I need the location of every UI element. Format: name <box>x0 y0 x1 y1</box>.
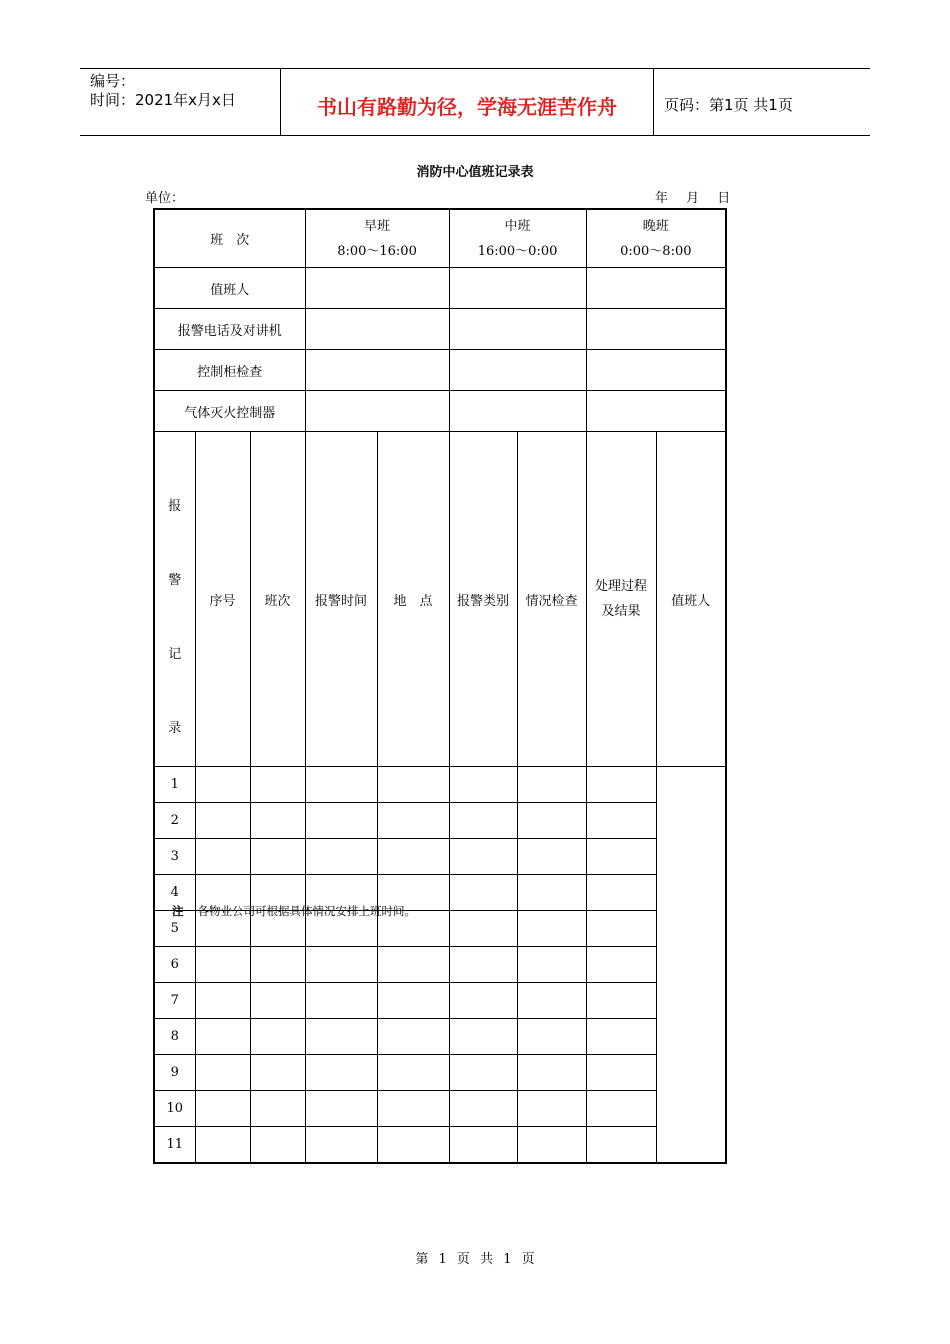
check-cell[interactable] <box>449 268 586 309</box>
check-cell[interactable] <box>586 309 726 350</box>
shift-time: 8:00～16:00 <box>337 243 417 259</box>
alarm-row-number: 4 <box>154 875 195 911</box>
shift-night-cell <box>586 209 726 268</box>
check-label: 气体灭火控制器 <box>154 391 305 432</box>
alarm-cell[interactable] <box>377 839 449 875</box>
alarm-section-char: 记 <box>168 647 182 662</box>
alarm-cell[interactable] <box>250 1019 305 1055</box>
col-header: 地 点 <box>377 432 449 767</box>
form-title: 消防中心值班记录表 <box>416 165 534 180</box>
check-row <box>154 268 726 309</box>
shift-time: 0:00～8:00 <box>620 243 692 259</box>
alarm-cell[interactable] <box>195 1055 250 1091</box>
document-header <box>80 68 870 136</box>
alarm-row <box>154 947 726 983</box>
shift-header-cell: 班 次 <box>154 209 305 268</box>
alarm-cell[interactable] <box>517 1019 586 1055</box>
alarm-cell[interactable] <box>449 839 517 875</box>
alarm-cell[interactable] <box>305 947 377 983</box>
alarm-cell[interactable] <box>517 875 586 911</box>
check-row <box>154 391 726 432</box>
check-row <box>154 309 726 350</box>
alarm-row-number: 2 <box>154 803 195 839</box>
col-header: 班次 <box>250 432 305 767</box>
alarm-cell[interactable] <box>305 767 377 803</box>
alarm-cell[interactable] <box>586 1091 656 1127</box>
check-row <box>154 350 726 391</box>
alarm-cell[interactable] <box>586 983 656 1019</box>
alarm-row <box>154 1019 726 1055</box>
alarm-cell[interactable] <box>517 1127 586 1164</box>
check-cell[interactable] <box>586 350 726 391</box>
alarm-cell[interactable] <box>517 983 586 1019</box>
alarm-cell[interactable] <box>517 1055 586 1091</box>
shift-name: 中班 <box>504 218 531 234</box>
alarm-cell[interactable] <box>586 1019 656 1055</box>
alarm-cell[interactable] <box>586 911 656 947</box>
alarm-row-number: 1 <box>154 767 195 803</box>
alarm-cell[interactable] <box>250 1127 305 1164</box>
check-cell[interactable] <box>305 309 449 350</box>
time-label: 时间：2021年x月x日 <box>90 91 236 109</box>
alarm-cell[interactable] <box>305 1055 377 1091</box>
shift-middle-cell <box>449 209 586 268</box>
alarm-row <box>154 1055 726 1091</box>
alarm-cell[interactable] <box>449 1127 517 1164</box>
alarm-cell[interactable] <box>449 947 517 983</box>
note <box>172 903 416 919</box>
alarm-cell[interactable] <box>250 839 305 875</box>
alarm-cell[interactable] <box>377 1091 449 1127</box>
alarm-cell[interactable] <box>377 983 449 1019</box>
alarm-cell[interactable] <box>305 839 377 875</box>
alarm-cell[interactable] <box>195 947 250 983</box>
alarm-cell[interactable] <box>195 983 250 1019</box>
alarm-cell[interactable] <box>449 1091 517 1127</box>
alarm-cell[interactable] <box>377 1019 449 1055</box>
alarm-row-number: 8 <box>154 1019 195 1055</box>
alarm-cell[interactable] <box>586 803 656 839</box>
check-cell[interactable] <box>305 391 449 432</box>
alarm-row <box>154 983 726 1019</box>
alarm-section-char: 录 <box>168 721 182 736</box>
header-motto: 书山有路勤为径，学海无涯苦作舟 <box>281 69 654 135</box>
alarm-cell[interactable] <box>195 839 250 875</box>
alarm-cell[interactable] <box>449 983 517 1019</box>
alarm-cell[interactable] <box>586 839 656 875</box>
alarm-cell[interactable] <box>250 767 305 803</box>
alarm-row <box>154 1091 726 1127</box>
alarm-row <box>154 839 726 875</box>
header-meta <box>80 69 281 135</box>
date-label: 年 月 日 <box>655 191 731 206</box>
check-cell[interactable] <box>305 350 449 391</box>
alarm-row-number: 7 <box>154 983 195 1019</box>
alarm-cell[interactable] <box>377 767 449 803</box>
alarm-cell[interactable] <box>250 1055 305 1091</box>
alarm-cell[interactable] <box>250 803 305 839</box>
check-label: 值班人 <box>154 268 305 309</box>
alarm-cell[interactable] <box>377 803 449 839</box>
alarm-cell[interactable] <box>517 947 586 983</box>
alarm-row-number: 6 <box>154 947 195 983</box>
alarm-row-number: 9 <box>154 1055 195 1091</box>
alarm-cell[interactable] <box>305 1091 377 1127</box>
shift-name: 早班 <box>364 218 391 234</box>
alarm-cell[interactable] <box>305 803 377 839</box>
alarm-row <box>154 803 726 839</box>
alarm-row-number: 5 <box>154 911 195 947</box>
alarm-row-number: 3 <box>154 839 195 875</box>
alarm-cell[interactable] <box>449 803 517 839</box>
alarm-cell[interactable] <box>517 839 586 875</box>
alarm-cell[interactable] <box>195 803 250 839</box>
note-text: 各物业公司可根据具体情况安排上班时间。 <box>197 904 416 918</box>
col-header: 处理过程及结果 <box>586 432 656 767</box>
col-header: 值班人 <box>656 432 726 767</box>
alarm-row-number: 11 <box>154 1127 195 1164</box>
alarm-cell[interactable] <box>449 1019 517 1055</box>
alarm-row-number: 10 <box>154 1091 195 1127</box>
page-footer: 第 1 页 共 1 页 <box>415 1252 535 1267</box>
alarm-section-char: 报 <box>168 499 182 514</box>
alarm-cell[interactable] <box>586 947 656 983</box>
shift-morning-cell <box>305 209 449 268</box>
alarm-cell[interactable] <box>377 1127 449 1164</box>
check-label: 控制柜检查 <box>154 350 305 391</box>
alarm-cell[interactable] <box>377 947 449 983</box>
duty-record-table <box>153 208 727 1164</box>
alarm-cell[interactable] <box>586 767 656 803</box>
alarm-cell[interactable] <box>195 767 250 803</box>
alarm-cell[interactable] <box>449 911 517 947</box>
alarm-cell[interactable] <box>586 1055 656 1091</box>
alarm-cell[interactable] <box>449 875 517 911</box>
alarm-cell[interactable] <box>195 1019 250 1055</box>
alarm-cell[interactable] <box>305 1019 377 1055</box>
alarm-cell[interactable] <box>305 983 377 1019</box>
alarm-cell[interactable] <box>195 1091 250 1127</box>
alarm-cell[interactable] <box>377 1055 449 1091</box>
col-header: 序号 <box>195 432 250 767</box>
alarm-cell[interactable] <box>250 1091 305 1127</box>
alarm-cell[interactable] <box>250 983 305 1019</box>
alarm-row <box>154 1127 726 1164</box>
col-header: 报警类别 <box>449 432 517 767</box>
check-cell[interactable] <box>586 391 726 432</box>
alarm-cell[interactable] <box>449 1055 517 1091</box>
alarm-cell[interactable] <box>517 767 586 803</box>
alarm-row <box>154 767 726 803</box>
code-label: 编号： <box>90 72 136 90</box>
alarm-cell[interactable] <box>517 803 586 839</box>
alarm-cell[interactable] <box>449 767 517 803</box>
col-header: 报警时间 <box>305 432 377 767</box>
check-cell[interactable] <box>305 268 449 309</box>
alarm-cell[interactable] <box>586 1127 656 1164</box>
alarm-cell[interactable] <box>517 1091 586 1127</box>
check-cell[interactable] <box>449 391 586 432</box>
col-header: 情况检查 <box>517 432 586 767</box>
alarm-cell[interactable] <box>250 947 305 983</box>
alarm-cell[interactable] <box>517 911 586 947</box>
alarm-section-label <box>154 432 195 767</box>
shift-time: 16:00～0:00 <box>477 243 558 259</box>
header-page-info: 页码：第1页 共1页 <box>664 95 793 114</box>
alarm-column-header-row <box>154 432 726 767</box>
shift-name: 晚班 <box>642 218 669 234</box>
check-cell[interactable] <box>449 350 586 391</box>
shift-header-row <box>154 209 726 268</box>
alarm-cell[interactable] <box>586 875 656 911</box>
check-label: 报警电话及对讲机 <box>154 309 305 350</box>
alarm-cell[interactable] <box>195 1127 250 1164</box>
check-cell[interactable] <box>586 268 726 309</box>
alarm-cell[interactable] <box>305 1127 377 1164</box>
unit-label: 单位： <box>145 191 185 206</box>
note-label: 注 <box>172 904 184 918</box>
check-cell[interactable] <box>449 309 586 350</box>
alarm-section-char: 警 <box>168 573 182 588</box>
